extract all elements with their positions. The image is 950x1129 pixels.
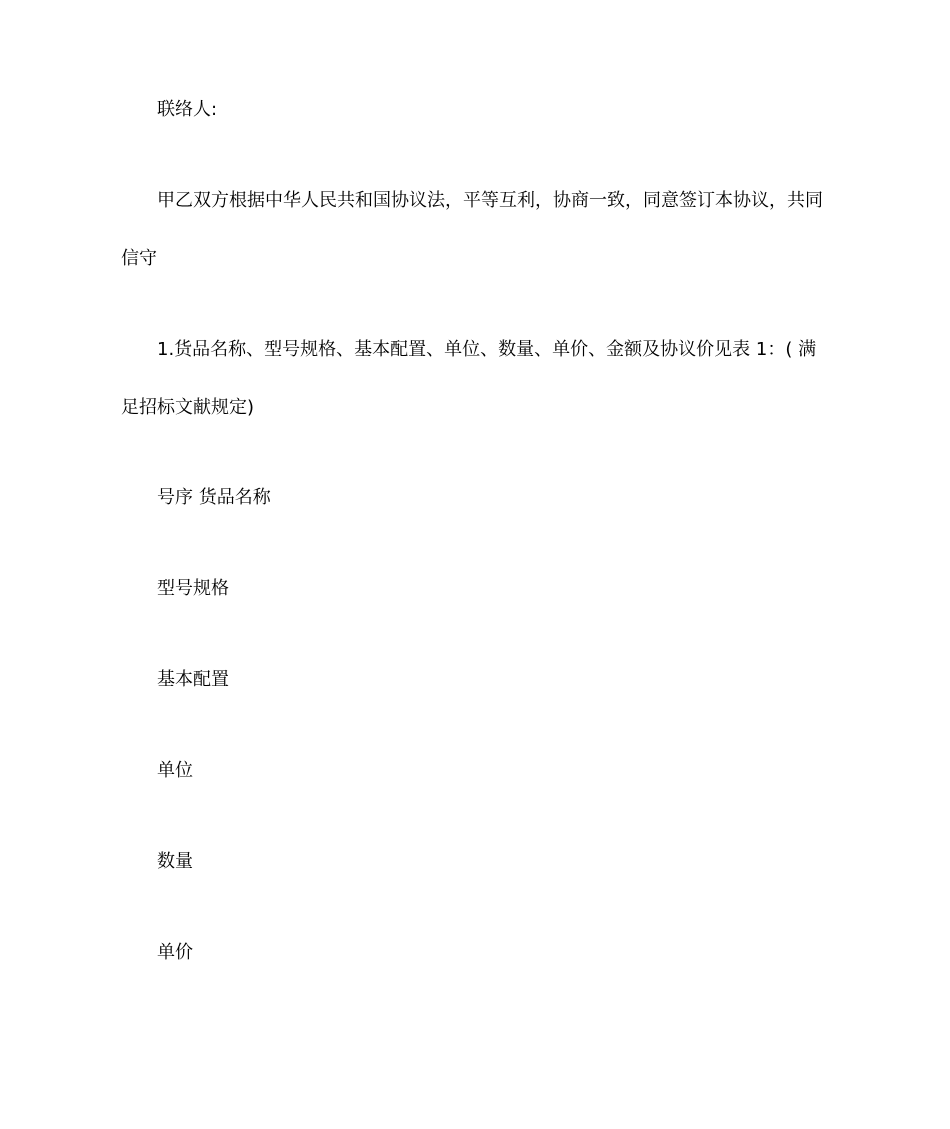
header-unit-price: 单价	[157, 942, 193, 963]
goods-clause-line-2: 足招标文献规定)	[121, 397, 255, 418]
agreement-paragraph-line-2: 信守	[121, 248, 157, 269]
header-basic-config: 基本配置	[157, 669, 229, 690]
contact-label: 联络人:	[157, 99, 218, 120]
header-quantity: 数量	[157, 851, 193, 872]
header-serial-and-name: 号序 货品名称	[157, 487, 271, 508]
header-model-spec: 型号规格	[157, 578, 229, 599]
goods-clause-line-1: 1.货品名称、型号规格、基本配置、单位、数量、单价、金额及协议价见表 1：( 满	[157, 339, 817, 360]
header-unit: 单位	[157, 760, 193, 781]
agreement-paragraph-line-1: 甲乙双方根据中华人民共和国协议法，平等互利，协商一致，同意签订本协议，共同	[157, 190, 823, 211]
